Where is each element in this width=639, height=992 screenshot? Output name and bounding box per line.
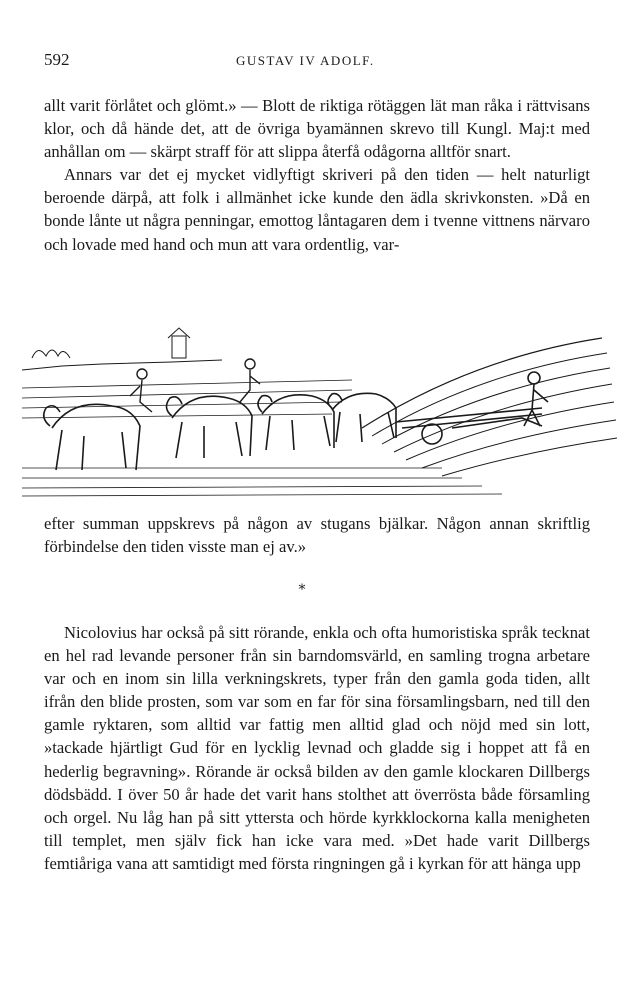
page-header [44, 50, 594, 74]
field-hatching [22, 380, 502, 496]
plowing-illustration [22, 318, 622, 502]
ploughman [524, 372, 548, 426]
paragraph-mid: efter summan uppskrevs på någon av stugans bjälkar. Någon annan skriftlig förbindelse den tiden visste man ej av.» [44, 514, 590, 557]
section-ornament: * [298, 582, 306, 598]
page-number: 592 [44, 50, 70, 69]
farmhouse [172, 336, 186, 358]
paragraph-top-1: allt varit förlåtet och glömt.» — Blott de riktiga rötäggen lät man råka i rättvisans klor, och då hände det, att de övriga byamännen skrevo till Kungl. Maj:t med anhållan om — skärpt straff för att slippa återfå odågorna alltför snart. [44, 96, 590, 162]
paragraph-bottom: Nicolovius har också på sitt rörande, enkla och ofta humoristiska språk tecknat en hel rad levande personer från sin barndomsvärld, en samling trogna arbetare var och en inom sin lilla verkningskrets, typer från den gamla goda tiden, allt ifrån den blide prosten, som var som en far för sina församlingsbarn, ned till den gamle ryktaren, som alltid var fattig men alltid glad och nöjd med sin lott, »tackade hjärtligt Gud för en lycklig levnad och gladde sig i hoppet att få en hederlig begravning». Rörande är också bilden av den gamle klockaren Dillbergs dödsbädd. I över 50 år hade det varit hans stolthet att överrösta både församling och orgel. Nu låg han på sitt yttersta och hörde kyrkklockorna kalla menigheten till templet, men själv fick han icke vara med. »Det hade varit Dillbergs femtiåriga vana att samtidigt med första ringningen gå i kyrkan för att hänga upp [44, 623, 590, 873]
text-block-mid [44, 512, 590, 558]
running-title: GUSTAV IV ADOLF. [236, 53, 375, 68]
paragraph-top-2: Annars var det ej mycket vidlyftigt skriveri på den tiden — helt naturligt beroende därpå, att folk i allmänhet icke kunde den ädla skrivkonsten. »Då en bonde lånte ut några penningar, emottog låntagaren dem i tvenne vittnens närvaro och lovade med hand och mun att vara ordentlig, var- [44, 165, 590, 254]
horse-team [44, 393, 396, 470]
text-block-bottom [44, 621, 590, 875]
text-block-top [44, 94, 590, 256]
